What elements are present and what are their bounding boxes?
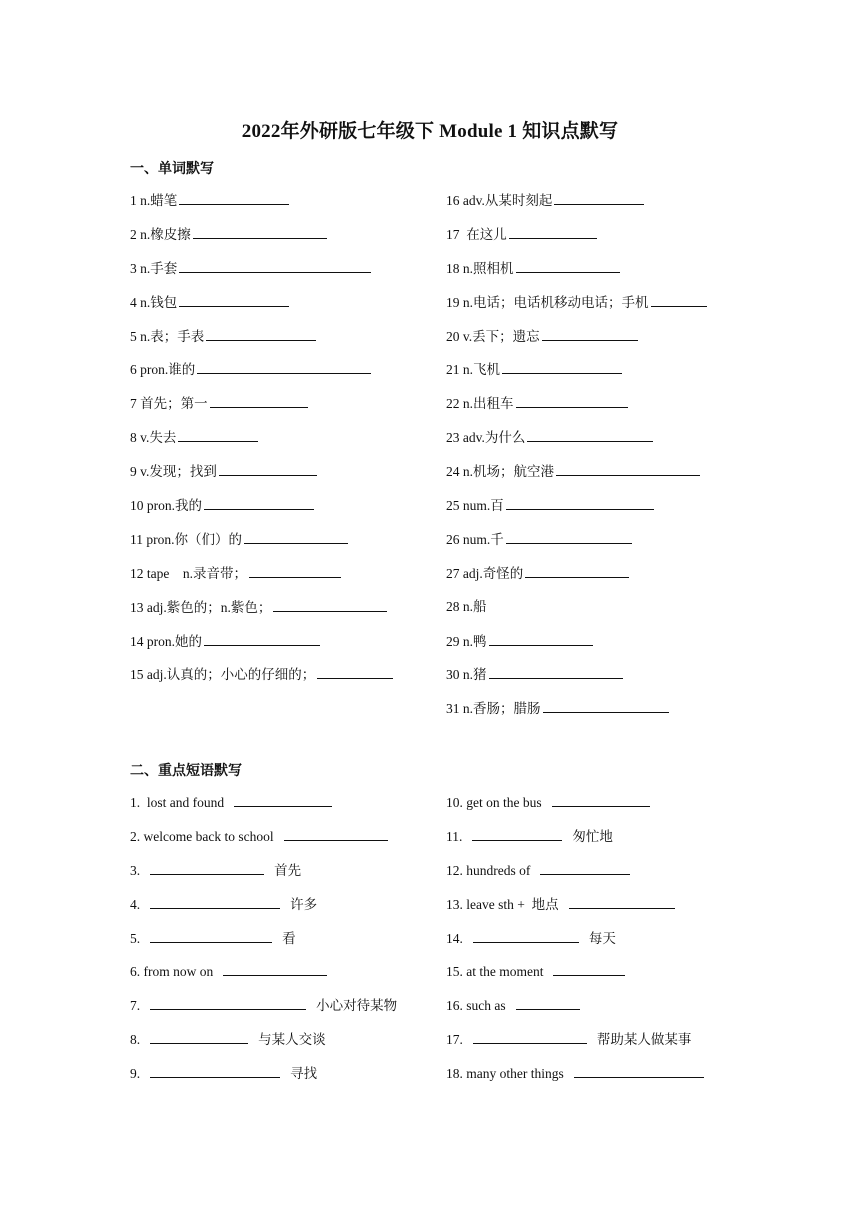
phrase-prefix: 9. xyxy=(130,1066,141,1082)
phrase-prefix: 18. many other things xyxy=(446,1066,564,1082)
word-item-10 xyxy=(130,495,393,529)
answer-blank[interactable] xyxy=(516,258,620,273)
word-prompt: 23 adv.为什么 xyxy=(446,430,526,446)
answer-blank[interactable] xyxy=(574,1063,704,1078)
answer-blank[interactable] xyxy=(552,792,650,807)
word-prompt: 8 v.失去 xyxy=(130,430,177,446)
answer-blank[interactable] xyxy=(219,461,317,476)
word-item-21 xyxy=(446,359,707,393)
word-item-20 xyxy=(446,326,707,360)
word-prompt: 18 n.照相机 xyxy=(446,260,514,276)
answer-blank[interactable] xyxy=(150,860,264,875)
word-item-31 xyxy=(446,698,707,732)
word-item-15 xyxy=(130,664,393,698)
answer-blank[interactable] xyxy=(223,961,327,976)
phrase-item-7 xyxy=(130,995,397,1029)
word-prompt: 27 adj.奇怪的 xyxy=(446,565,524,581)
answer-blank[interactable] xyxy=(543,698,669,713)
phrase-item-3 xyxy=(130,860,397,894)
phrase-item-5 xyxy=(130,928,397,962)
page-title: 2022年外研版七年级下 Module 1 知识点默写 xyxy=(241,121,619,142)
word-item-6 xyxy=(130,359,393,393)
word-item-13 xyxy=(130,597,393,631)
phrase-item-1 xyxy=(130,792,397,826)
answer-blank[interactable] xyxy=(556,461,700,476)
answer-blank[interactable] xyxy=(150,928,272,943)
answer-blank[interactable] xyxy=(210,393,308,408)
word-prompt: 13 adj.紫色的；n.紫色； xyxy=(130,599,272,615)
answer-blank[interactable] xyxy=(473,928,579,943)
phrase-prefix: 11. xyxy=(446,828,463,844)
answer-blank[interactable] xyxy=(553,961,625,976)
word-prompt: 1 n.蜡笔 xyxy=(130,193,178,208)
word-prompt: 9 v.发现；找到 xyxy=(130,464,217,480)
phrase-prefix: 6. from now on xyxy=(130,964,214,980)
answer-blank[interactable] xyxy=(150,894,280,909)
phrase-meaning: 帮助某人做某事 xyxy=(596,1032,692,1048)
word-item-1 xyxy=(130,190,393,224)
word-prompt: 15 adj.认真的；小心的仔细的； xyxy=(130,667,316,683)
word-item-22 xyxy=(446,393,707,427)
word-prompt: 25 num.百 xyxy=(446,498,504,514)
word-prompt: 14 pron.她的 xyxy=(130,633,202,649)
word-prompt: 20 v.丢下；遗忘 xyxy=(446,328,540,344)
phrase-item-11 xyxy=(446,826,704,860)
phrase-prefix: 7. xyxy=(130,998,141,1014)
answer-blank[interactable] xyxy=(317,664,393,679)
phrase-item-13 xyxy=(446,894,704,928)
word-item-23 xyxy=(446,427,707,461)
word-prompt: 11 pron.你（们）的 xyxy=(130,531,242,547)
phrase-item-15 xyxy=(446,961,704,995)
phrase-item-6 xyxy=(130,961,397,995)
answer-blank[interactable] xyxy=(179,190,289,205)
word-item-24 xyxy=(446,461,707,495)
word-item-19 xyxy=(446,292,707,326)
answer-blank[interactable] xyxy=(525,563,629,578)
word-item-27 xyxy=(446,563,707,597)
phrase-item-12 xyxy=(446,860,704,894)
answer-blank[interactable] xyxy=(284,826,388,841)
word-prompt: 26 num.千 xyxy=(446,531,504,547)
phrase-item-10 xyxy=(446,792,704,826)
phrase-prefix: 1. lost and found xyxy=(130,795,225,810)
word-item-11 xyxy=(130,529,393,563)
phrase-meaning: 寻找 xyxy=(290,1066,318,1082)
word-prompt: 12 tape n.录音带； xyxy=(130,565,247,581)
word-item-7 xyxy=(130,393,393,427)
phrase-prefix: 16. such as xyxy=(446,998,506,1014)
word-item-5 xyxy=(130,326,393,360)
answer-blank[interactable] xyxy=(178,427,258,442)
word-prompt: 6 pron.谁的 xyxy=(130,362,196,378)
word-prompt: 30 n.猪 xyxy=(446,667,487,683)
answer-blank[interactable] xyxy=(197,359,371,374)
word-prompt: 2 n.橡皮擦 xyxy=(130,226,191,242)
word-item-4 xyxy=(130,292,393,326)
word-item-26 xyxy=(446,529,707,563)
answer-blank[interactable] xyxy=(569,894,675,909)
answer-blank[interactable] xyxy=(179,292,289,307)
section2-right-column xyxy=(446,792,704,1097)
word-item-25 xyxy=(446,495,707,529)
word-item-8 xyxy=(130,427,393,461)
phrase-item-18 xyxy=(446,1063,704,1097)
answer-blank[interactable] xyxy=(150,1029,248,1044)
answer-blank[interactable] xyxy=(150,1063,280,1078)
word-prompt: 10 pron.我的 xyxy=(130,498,202,514)
phrase-meaning: 每天 xyxy=(588,930,616,946)
answer-blank[interactable] xyxy=(473,1029,587,1044)
phrase-meaning: 许多 xyxy=(290,896,318,912)
word-prompt: 7 首先；第一 xyxy=(130,396,208,412)
answer-blank[interactable] xyxy=(489,631,593,646)
word-item-30 xyxy=(446,664,707,698)
answer-blank[interactable] xyxy=(204,631,320,646)
section2-heading: 二、重点短语默写 xyxy=(130,764,242,779)
phrase-prefix: 17. xyxy=(446,1032,463,1048)
phrase-meaning: 小心对待某物 xyxy=(316,998,398,1014)
answer-blank[interactable] xyxy=(179,258,371,273)
phrase-prefix: 15. at the moment xyxy=(446,964,544,980)
word-item-2 xyxy=(130,224,393,258)
answer-blank[interactable] xyxy=(489,664,623,679)
phrase-meaning: 匆忙地 xyxy=(572,828,613,844)
word-item-12 xyxy=(130,563,393,597)
phrase-item-9 xyxy=(130,1063,397,1097)
phrase-item-17 xyxy=(446,1029,704,1063)
phrase-meaning: 看 xyxy=(282,930,296,946)
phrase-meaning: 与某人交谈 xyxy=(258,1032,326,1048)
phrase-meaning: 首先 xyxy=(274,862,302,878)
answer-blank[interactable] xyxy=(204,495,314,510)
answer-blank[interactable] xyxy=(542,326,638,341)
word-prompt: 22 n.出租车 xyxy=(446,396,514,412)
answer-blank[interactable] xyxy=(540,860,630,875)
word-prompt: 3 n.手套 xyxy=(130,260,178,276)
answer-blank[interactable] xyxy=(506,495,654,510)
word-item-29 xyxy=(446,631,707,665)
answer-blank[interactable] xyxy=(249,563,341,578)
phrase-prefix: 4. xyxy=(130,896,141,912)
answer-blank[interactable] xyxy=(206,326,316,341)
answer-blank[interactable] xyxy=(472,826,562,841)
phrase-item-8 xyxy=(130,1029,397,1063)
phrase-prefix: 14. xyxy=(446,930,463,946)
answer-blank[interactable] xyxy=(651,292,707,307)
word-item-16 xyxy=(446,190,707,224)
answer-blank[interactable] xyxy=(150,995,306,1010)
word-prompt: 17 在这儿 xyxy=(446,226,507,242)
answer-blank[interactable] xyxy=(516,995,580,1010)
word-item-18 xyxy=(446,258,707,292)
word-prompt: 21 n.飞机 xyxy=(446,362,500,378)
word-item-17 xyxy=(446,224,707,258)
word-prompt: 29 n.鸭 xyxy=(446,633,487,649)
answer-blank[interactable] xyxy=(516,393,628,408)
phrase-item-16 xyxy=(446,995,704,1029)
section1-left-column xyxy=(130,190,393,698)
phrase-prefix: 13. leave sth + 地点 xyxy=(446,896,559,912)
answer-blank[interactable] xyxy=(509,224,597,239)
word-item-9 xyxy=(130,461,393,495)
answer-blank[interactable] xyxy=(554,190,644,205)
word-prompt: 4 n.钱包 xyxy=(130,294,178,310)
phrase-item-14 xyxy=(446,928,704,962)
section1-heading: 一、单词默写 xyxy=(130,162,214,177)
word-item-28 xyxy=(446,597,707,631)
answer-blank[interactable] xyxy=(193,224,327,239)
answer-blank[interactable] xyxy=(506,529,632,544)
phrase-prefix: 3. xyxy=(130,862,141,878)
phrase-item-4 xyxy=(130,894,397,928)
word-prompt: 5 n.表；手表 xyxy=(130,328,205,344)
phrase-prefix: 10. get on the bus xyxy=(446,795,542,810)
word-prompt: 16 adv.从某时刻起 xyxy=(446,193,553,208)
answer-blank[interactable] xyxy=(527,427,653,442)
section1-right-column xyxy=(446,190,707,732)
phrase-prefix: 2. welcome back to school xyxy=(130,828,274,844)
word-prompt: 31 n.香肠；腊肠 xyxy=(446,701,541,717)
section2-left-column xyxy=(130,792,397,1097)
word-prompt: 28 n.船 xyxy=(446,598,487,614)
answer-blank[interactable] xyxy=(273,597,387,612)
phrase-prefix: 12. hundreds of xyxy=(446,862,531,878)
word-prompt: 24 n.机场；航空港 xyxy=(446,464,554,480)
phrase-prefix: 8. xyxy=(130,1032,141,1048)
answer-blank[interactable] xyxy=(502,359,622,374)
answer-blank[interactable] xyxy=(244,529,348,544)
word-item-3 xyxy=(130,258,393,292)
word-prompt: 19 n.电话；电话机移动电话；手机 xyxy=(446,294,649,310)
answer-blank[interactable] xyxy=(234,792,332,807)
phrase-item-2 xyxy=(130,826,397,860)
phrase-prefix: 5. xyxy=(130,930,141,946)
word-item-14 xyxy=(130,631,393,665)
